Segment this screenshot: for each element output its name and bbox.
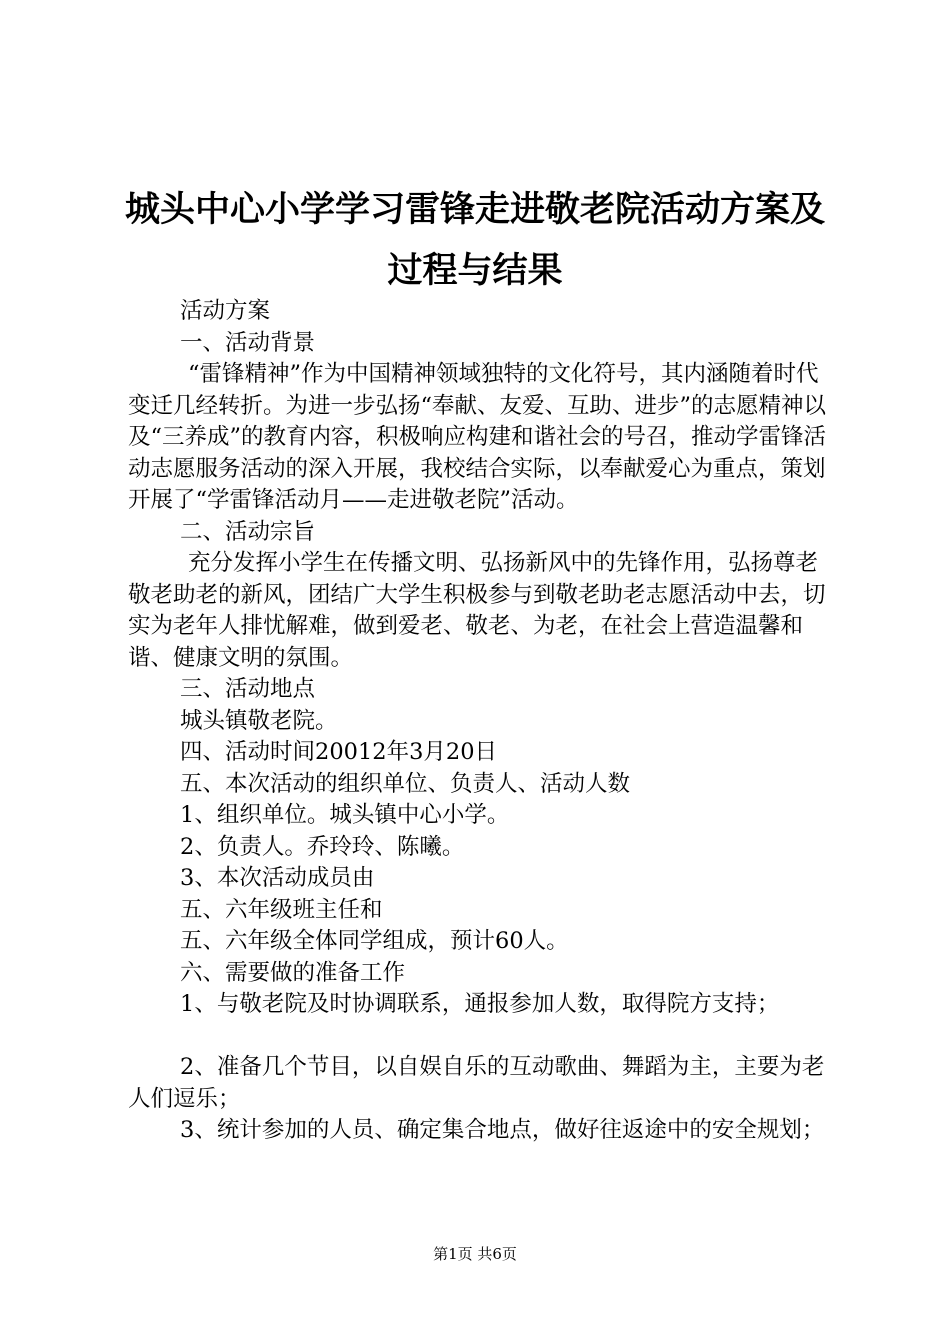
- section-heading-preparation: 六、需要做的准备工作: [180, 959, 406, 986]
- list-item-responsible: 2、负责人。乔玲玲、陈曦。: [180, 833, 465, 860]
- paragraph-purpose: 充分发挥小学生在传播文明、弘扬新风中的先锋作用，弘扬尊老敬老助老的新风，团结广大学生积极参与到敬老助老志愿活动中去，切实为老年人排忧解难，做到爱老、敬老、为老，在社会上营造温馨和谐、健康文明的氛围。: [128, 550, 826, 671]
- section-heading-plan: 活动方案: [180, 298, 271, 324]
- document-title-line-1: 城头中心小学学习雷锋走进敬老院活动方案及: [124, 190, 825, 230]
- list-item-prep-3: 3、统计参加的人员、确定集合地点，做好往返途中的安全规划；: [180, 1117, 825, 1143]
- page-footer: 第1页 共6页: [433, 1245, 517, 1263]
- list-item-prep-1: 1、与敬老院及时协调联系，通报参加人数，取得院方支持；: [180, 991, 780, 1017]
- list-item-members: 3、本次活动成员由: [180, 865, 375, 891]
- section-heading-organization: 五、本次活动的组织单位、负责人、活动人数: [180, 770, 631, 797]
- document-title-line-2: 过程与结果: [387, 251, 563, 291]
- paragraph-gap: [128, 1021, 828, 1053]
- paragraph-background: “雷锋精神”作为中国精神领域独特的文化符号，其内涵随着时代变迁几经转折。为进一步弘扬“奉献、友爱、互助、进步”的志愿精神以及“三养成”的教育内容，积极响应构建和谐社会的号召，推动学雷锋活动志愿服务活动的深入开展，我校结合实际，以奉献爱心为重点，策划开展了“学雷锋活动月——走进敬老院”活动。: [128, 361, 827, 513]
- list-item-organizer: 1、组织单位。城头镇中心小学。: [180, 802, 510, 828]
- list-item-prep-2: 2、准备几个节目，以自娱自乐的互动歌曲、舞蹈为主，主要为老人们逗乐；: [128, 1054, 825, 1112]
- section-heading-location: 三、活动地点: [180, 676, 316, 702]
- section-heading-time: 四、活动时间20012年3月20日: [180, 739, 498, 765]
- section-heading-background: 一、活动背景: [180, 329, 316, 356]
- paragraph-location: 城头镇敬老院。: [180, 707, 338, 734]
- list-item-students: 五、六年级全体同学组成，预计60人。: [180, 928, 569, 954]
- section-heading-purpose: 二、活动宗旨: [180, 518, 316, 545]
- document-body: [128, 296, 828, 1147]
- list-item-teachers: 五、六年级班主任和: [180, 896, 383, 923]
